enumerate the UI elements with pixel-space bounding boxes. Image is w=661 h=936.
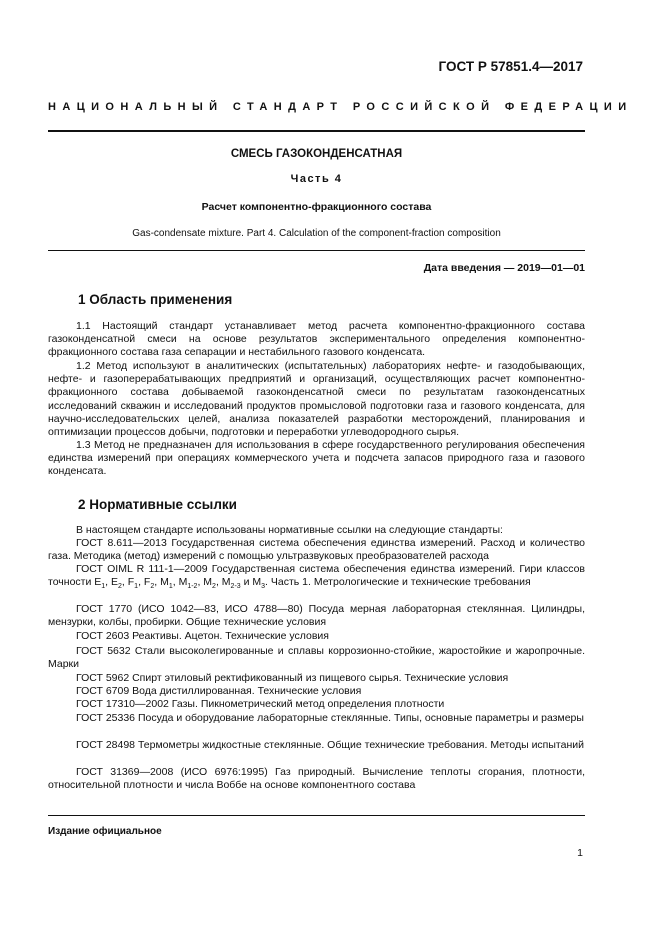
effective-date: Дата введения — 2019—01—01 (423, 262, 585, 274)
paragraph-1-2: 1.2 Метод используют в аналитических (испытательных) лабораториях нефте- и газодобывающих, нефте- и газоперерабатывающих предприятий и организаций, осуществляющих расчет компонентно-фракционного состава добываемой газоконденсатной смеси по результатам газоконденсатных исследований скважин и исследований продуктов промысловой подготовки газа и газового конденсата, для научно-исследовательских целей, анализа показателей разработки месторождений, планирования и оптимизации процессов добычи, подготовки и переработки углеводородного сырья. (48, 360, 585, 439)
reference-gost-25336: ГОСТ 25336 Посуда и оборудование лабораторные стеклянные. Типы, основные параметры и размеры (76, 712, 584, 724)
document-code: ГОСТ Р 57851.4—2017 (438, 59, 583, 74)
reference-gost-1770: ГОСТ 1770 (ИСО 1042—83, ИСО 4788—80) Посуда мерная лабораторная стеклянная. Цилиндры, мензурки, колбы, пробирки. Общие технические условия (48, 603, 585, 629)
paragraph-1-3: 1.3 Метод не предназначен для использования в сфере государственного регулирования обеспечения единства измерений при операциях коммерческого учета и подсчета запасов природного газа и газового конденсата. (48, 439, 585, 478)
header-rule (48, 130, 585, 132)
part-label: Часть 4 (290, 173, 343, 185)
reference-gost-5632: ГОСТ 5632 Стали высоколегированные и сплавы коррозионно-стойкие, жаростойкие и жаропрочные. Марки (48, 645, 585, 671)
section-2-heading: 2 Нормативные ссылки (78, 497, 237, 512)
reference-gost-oiml-r-111: ГОСТ OIML R 111-1—2009 Государственная система обеспечения единства измерений. Гири классов точности $E_1$, $E_2$, $F_1$, $F_2$, $M_1$, $M_{1-2}$, $M_2$, $M_{2-3}$ и $M_3$. Часть 1. Метрологические и технические требования (48, 563, 585, 591)
section-1-heading: 1 Область применения (78, 292, 233, 307)
title-rule (48, 250, 585, 251)
reference-gost-8-611: ГОСТ 8.611—2013 Государственная система обеспечения единства измерений. Расход и количество газа. Методика (метод) измерений с помощью ультразвуковых преобразователей расхода (48, 537, 585, 563)
document-subtitle: Расчет компонентно-фракционного состава (201, 201, 432, 213)
reference-gost-31369: ГОСТ 31369—2008 (ИСО 6976:1995) Газ природный. Вычисление теплоты сгорания, плотности, относительной плотности и числа Воббе на основе компонентного состава (48, 766, 585, 792)
page-number: 1 (577, 847, 583, 859)
references-intro: В настоящем стандарте использованы нормативные ссылки на следующие стандарты: (76, 524, 503, 536)
official-edition-label: Издание официальное (48, 826, 162, 837)
reference-gost-6709: ГОСТ 6709 Вода дистиллированная. Технические условия (76, 685, 362, 697)
reference-gost-28498: ГОСТ 28498 Термометры жидкостные стеклянные. Общие технические требования. Методы испытаний (76, 739, 584, 751)
reference-gost-2603: ГОСТ 2603 Реактивы. Ацетон. Технические условия (76, 630, 329, 642)
footer-rule (48, 815, 585, 816)
document-title: СМЕСЬ ГАЗОКОНДЕНСАТНАЯ (230, 148, 403, 160)
national-standard-banner: НАЦИОНАЛЬНЫЙ СТАНДАРТ РОССИЙСКОЙ ФЕДЕРАЦИИ (48, 101, 633, 113)
reference-gost-5962: ГОСТ 5962 Спирт этиловый ректификованный из пищевого сырья. Технические условия (76, 672, 509, 684)
english-title: Gas-condensate mixture. Part 4. Calculation of the component-fraction composition (132, 228, 501, 239)
reference-gost-17310: ГОСТ 17310—2002 Газы. Пикнометрический метод определения плотности (76, 698, 445, 710)
paragraph-1-1: 1.1 Настоящий стандарт устанавливает метод расчета компонентно-фракционного состава газоконденсатной смеси на основе результатов экспериментального определения компонентно-фракционного состава газа сепарации и нестабильного газового конденсата. (48, 320, 585, 359)
